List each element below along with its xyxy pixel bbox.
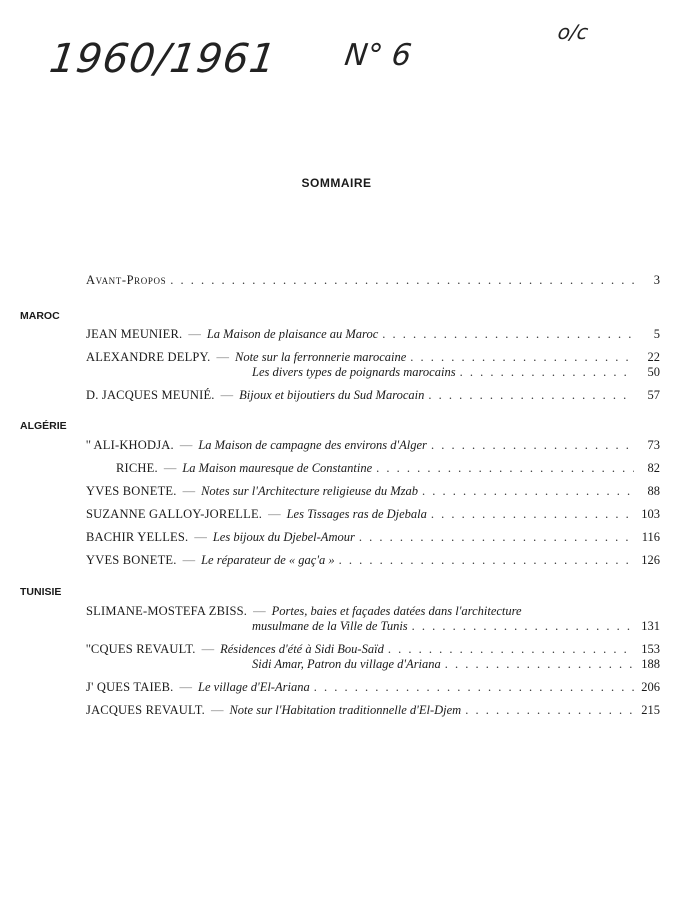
entry-author: J' QUES TAIEB. xyxy=(86,680,174,694)
entry-page: 215 xyxy=(641,703,660,717)
entry-page: 73 xyxy=(647,438,660,452)
entry-title: Portes, baies et façades datées dans l'architecture xyxy=(271,604,522,618)
toc-entry xyxy=(86,349,660,365)
entry-title: Notes sur l'Architecture religieuse du Mzab xyxy=(201,484,418,498)
toc-entry xyxy=(86,506,660,522)
dot-leader xyxy=(445,656,634,672)
toc-entry xyxy=(116,460,660,476)
entry-page: 116 xyxy=(641,530,660,544)
entry-dash: — xyxy=(179,680,193,694)
dot-leader xyxy=(422,483,634,499)
entry-title: musulmane de la Ville de Tunis xyxy=(252,619,408,633)
entry-page: 153 xyxy=(641,642,660,656)
dot-leader xyxy=(431,437,634,453)
entry-author: YVES BONETE. xyxy=(86,484,177,498)
entry-page: 3 xyxy=(653,273,660,287)
entry-title: Les bijoux du Djebel-Amour xyxy=(212,530,355,544)
entry-author: BACHIR YELLES. xyxy=(86,530,189,544)
entry-title: Note sur l'Habitation traditionnelle d'El-Djem xyxy=(229,703,462,717)
entry-page: 206 xyxy=(641,680,660,694)
entry-title: Les Tissages ras de Djebala xyxy=(286,507,427,521)
toc-entry xyxy=(252,364,660,380)
entry-author: '' ALI-KHODJA. xyxy=(86,438,174,452)
toc-entry xyxy=(86,552,660,568)
entry-page: 188 xyxy=(641,657,660,671)
entry-dash: — xyxy=(210,703,224,717)
handwritten-year: 1960/1961 xyxy=(46,36,280,82)
entry-dash: — xyxy=(182,484,196,498)
entry-page: 22 xyxy=(647,350,660,364)
entry-title: Les divers types de poignards marocains xyxy=(252,365,456,379)
dot-leader xyxy=(460,364,634,380)
entry-page: 126 xyxy=(641,553,660,567)
entry-title: Résidences d'été à Sidi Bou-Saïd xyxy=(220,642,384,656)
handwritten-corner-note: o/c xyxy=(556,20,590,44)
dot-leader xyxy=(465,702,634,718)
toc-entry xyxy=(86,603,673,619)
entry-dash: — xyxy=(201,642,215,656)
entry-title: La Maison mauresque de Constantine xyxy=(182,461,373,475)
entry-author: ''CQUES REVAULT. xyxy=(86,642,196,656)
entry-author: SLIMANE-MOSTEFA ZBISS. xyxy=(86,604,248,618)
section-heading-algerie: ALGÉRIE xyxy=(20,420,67,432)
entry-page: 131 xyxy=(641,619,660,633)
entry-dash: — xyxy=(163,461,177,475)
dot-leader xyxy=(412,618,634,634)
entry-dash: — xyxy=(220,388,234,402)
dot-leader xyxy=(170,272,634,288)
entry-author: ALEXANDRE DELPY. xyxy=(86,350,211,364)
toc-entry xyxy=(86,679,660,695)
dot-leader xyxy=(314,679,634,695)
entry-title: Le village d'El-Ariana xyxy=(198,680,310,694)
entry-title: Sidi Amar, Patron du village d'Ariana xyxy=(252,657,441,671)
dot-leader xyxy=(428,387,634,403)
entry-dash: — xyxy=(268,507,281,521)
entry-title: Note sur la ferronnerie marocaine xyxy=(235,350,407,364)
page-title: SOMMAIRE xyxy=(301,176,372,190)
toc-entry xyxy=(252,618,660,634)
toc-entry xyxy=(252,656,660,672)
handwritten-issue-number: N° 6 xyxy=(342,38,414,73)
dot-leader xyxy=(431,506,634,522)
entry-dash: — xyxy=(188,327,201,341)
entry-author: SUZANNE GALLOY-JORELLE. xyxy=(86,507,263,521)
toc-entry xyxy=(86,702,660,718)
entry-page: 5 xyxy=(653,327,660,341)
entry-page: 88 xyxy=(647,484,660,498)
entry-title: La Maison de plaisance au Maroc xyxy=(206,327,379,341)
dot-leader xyxy=(388,641,634,657)
dot-leader xyxy=(376,460,634,476)
toc-entry-avant-propos xyxy=(86,272,660,288)
entry-author: JEAN MEUNIER. xyxy=(86,327,183,341)
entry-title: Bijoux et bijoutiers du Sud Marocain xyxy=(239,388,425,402)
toc-entry xyxy=(86,326,660,342)
entry-author: D. JACQUES MEUNIÉ. xyxy=(86,388,215,402)
section-heading-tunisie: TUNISIE xyxy=(20,586,62,598)
entry-author: YVES BONETE. xyxy=(86,553,177,567)
entry-title: La Maison de campagne des environs d'Alger xyxy=(198,438,427,452)
toc-entry xyxy=(86,641,660,657)
entry-page: 57 xyxy=(647,388,660,402)
dot-leader xyxy=(410,349,634,365)
entry-label: Avant-Propos xyxy=(86,273,167,287)
toc-entry xyxy=(86,483,660,499)
entry-dash: — xyxy=(182,553,196,567)
toc-entry xyxy=(86,529,660,545)
entry-dash: — xyxy=(179,438,193,452)
entry-page: 50 xyxy=(647,365,660,379)
toc-entry xyxy=(86,387,660,403)
dot-leader xyxy=(359,529,634,545)
entry-dash: — xyxy=(253,604,266,618)
section-heading-maroc: MAROC xyxy=(20,310,60,322)
entry-author: JACQUES REVAULT. xyxy=(86,703,205,717)
entry-dash: — xyxy=(194,530,207,544)
entry-page: 103 xyxy=(641,507,660,521)
dot-leader xyxy=(339,552,634,568)
dot-leader xyxy=(382,326,634,342)
entry-page: 82 xyxy=(647,461,660,475)
entry-title: Le réparateur de « gaç'a » xyxy=(201,553,335,567)
toc-entry xyxy=(86,437,660,453)
entry-author: RICHE. xyxy=(116,461,158,475)
entry-dash: — xyxy=(216,350,229,364)
